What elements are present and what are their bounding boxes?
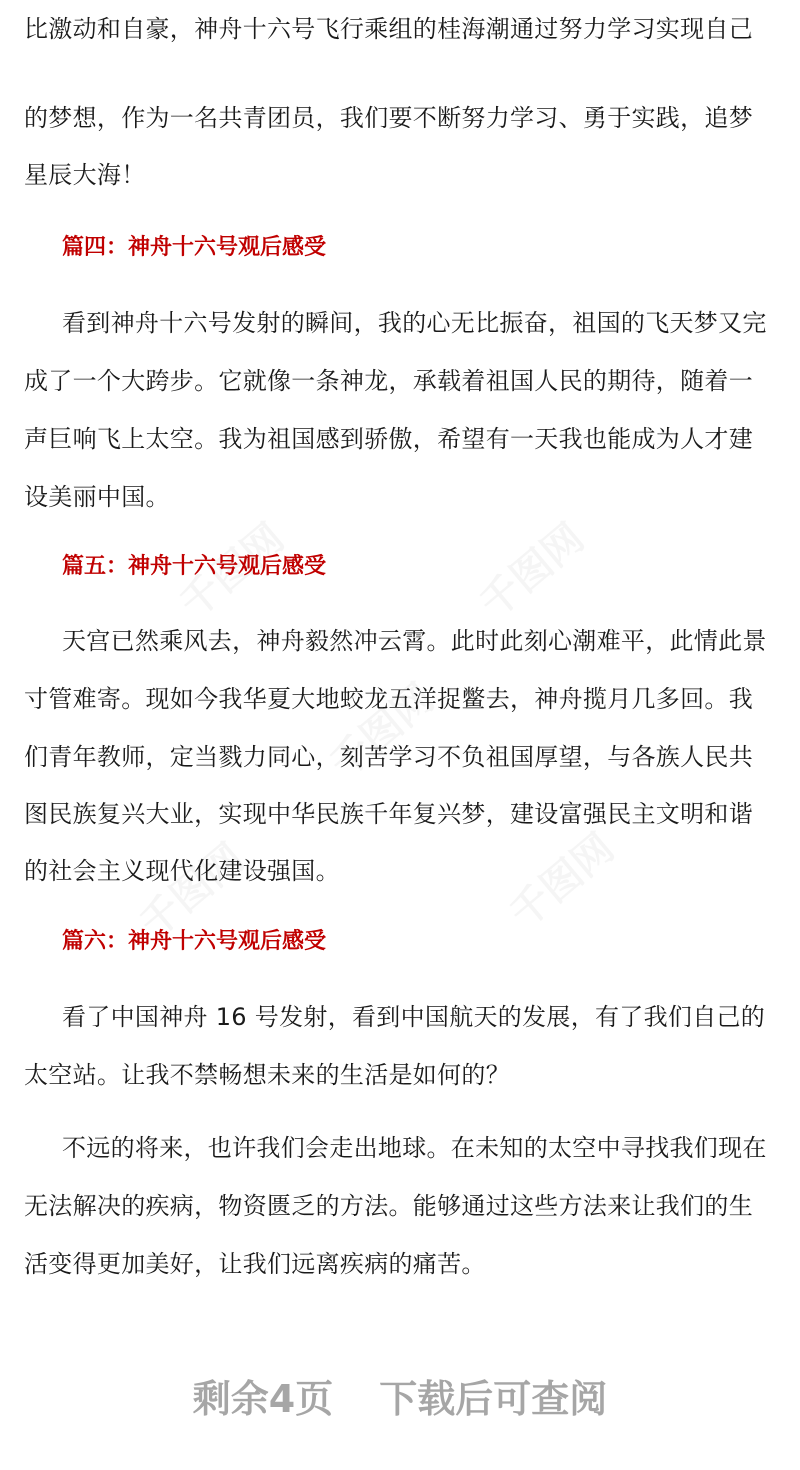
paragraph-line: 图民族复兴大业，实现中华民族千年复兴梦，建设富强民主文明和谐 — [24, 800, 753, 828]
watermark — [496, 818, 625, 939]
paragraph-line: 比激动和自豪，神舟十六号飞行乘组的桂海潮通过努力学习实现自己 — [24, 15, 753, 43]
paragraph-line: 的社会主义现代化建设强国。 — [24, 857, 340, 885]
section-heading: 篇五：神舟十六号观后感受 — [62, 554, 327, 579]
watermark — [466, 508, 595, 629]
section-heading: 篇四：神舟十六号观后感受 — [62, 235, 327, 260]
paragraph-line: 的梦想，作为一名共青团员，我们要不断努力学习、勇于实践，追梦 — [24, 104, 753, 132]
paragraph-line: 无法解决的疾病，物资匮乏的方法。能够通过这些方法来让我们的生 — [24, 1192, 753, 1220]
remaining-pages-label: 剩余4页 — [192, 1377, 334, 1421]
paragraph-line: 活变得更加美好，让我们远离疾病的痛苦。 — [24, 1250, 486, 1278]
paragraph-line: 声巨响飞上太空。我为祖国感到骄傲，希望有一天我也能成为人才建 — [24, 425, 753, 453]
paragraph-line: 看了中国神舟 16 号发射，看到中国航天的发展，有了我们自己的 — [62, 1003, 766, 1031]
paragraph-line: 不远的将来，也许我们会走出地球。在未知的太空中寻找我们现在 — [62, 1134, 767, 1162]
paragraph-line: 设美丽中国。 — [24, 483, 170, 511]
paragraph-line: 星辰大海！ — [24, 161, 146, 189]
download-prompt[interactable] — [0, 1368, 800, 1423]
paragraph-line: 成了一个大跨步。它就像一条神龙，承载着祖国人民的期待，随着一 — [24, 367, 753, 395]
paragraph-line: 太空站。让我不禁畅想未来的生活是如何的？ — [24, 1061, 510, 1089]
paragraph-line: 看到神舟十六号发射的瞬间，我的心无比振奋，祖国的飞天梦又完 — [62, 309, 767, 337]
paragraph-line: 天宫已然乘风去，神舟毅然冲云霄。此时此刻心潮难平，此情此景 — [62, 627, 767, 655]
paragraph-line: 寸管难寄。现如今我华夏大地蛟龙五洋捉鳖去，神舟揽月几多回。我 — [24, 685, 753, 713]
download-to-view-label: 下载后可查阅 — [379, 1377, 608, 1421]
paragraph-line: 们青年教师，定当戮力同心，刻苦学习不负祖国厚望，与各族人民共 — [24, 743, 753, 771]
section-heading: 篇六：神舟十六号观后感受 — [62, 929, 327, 954]
